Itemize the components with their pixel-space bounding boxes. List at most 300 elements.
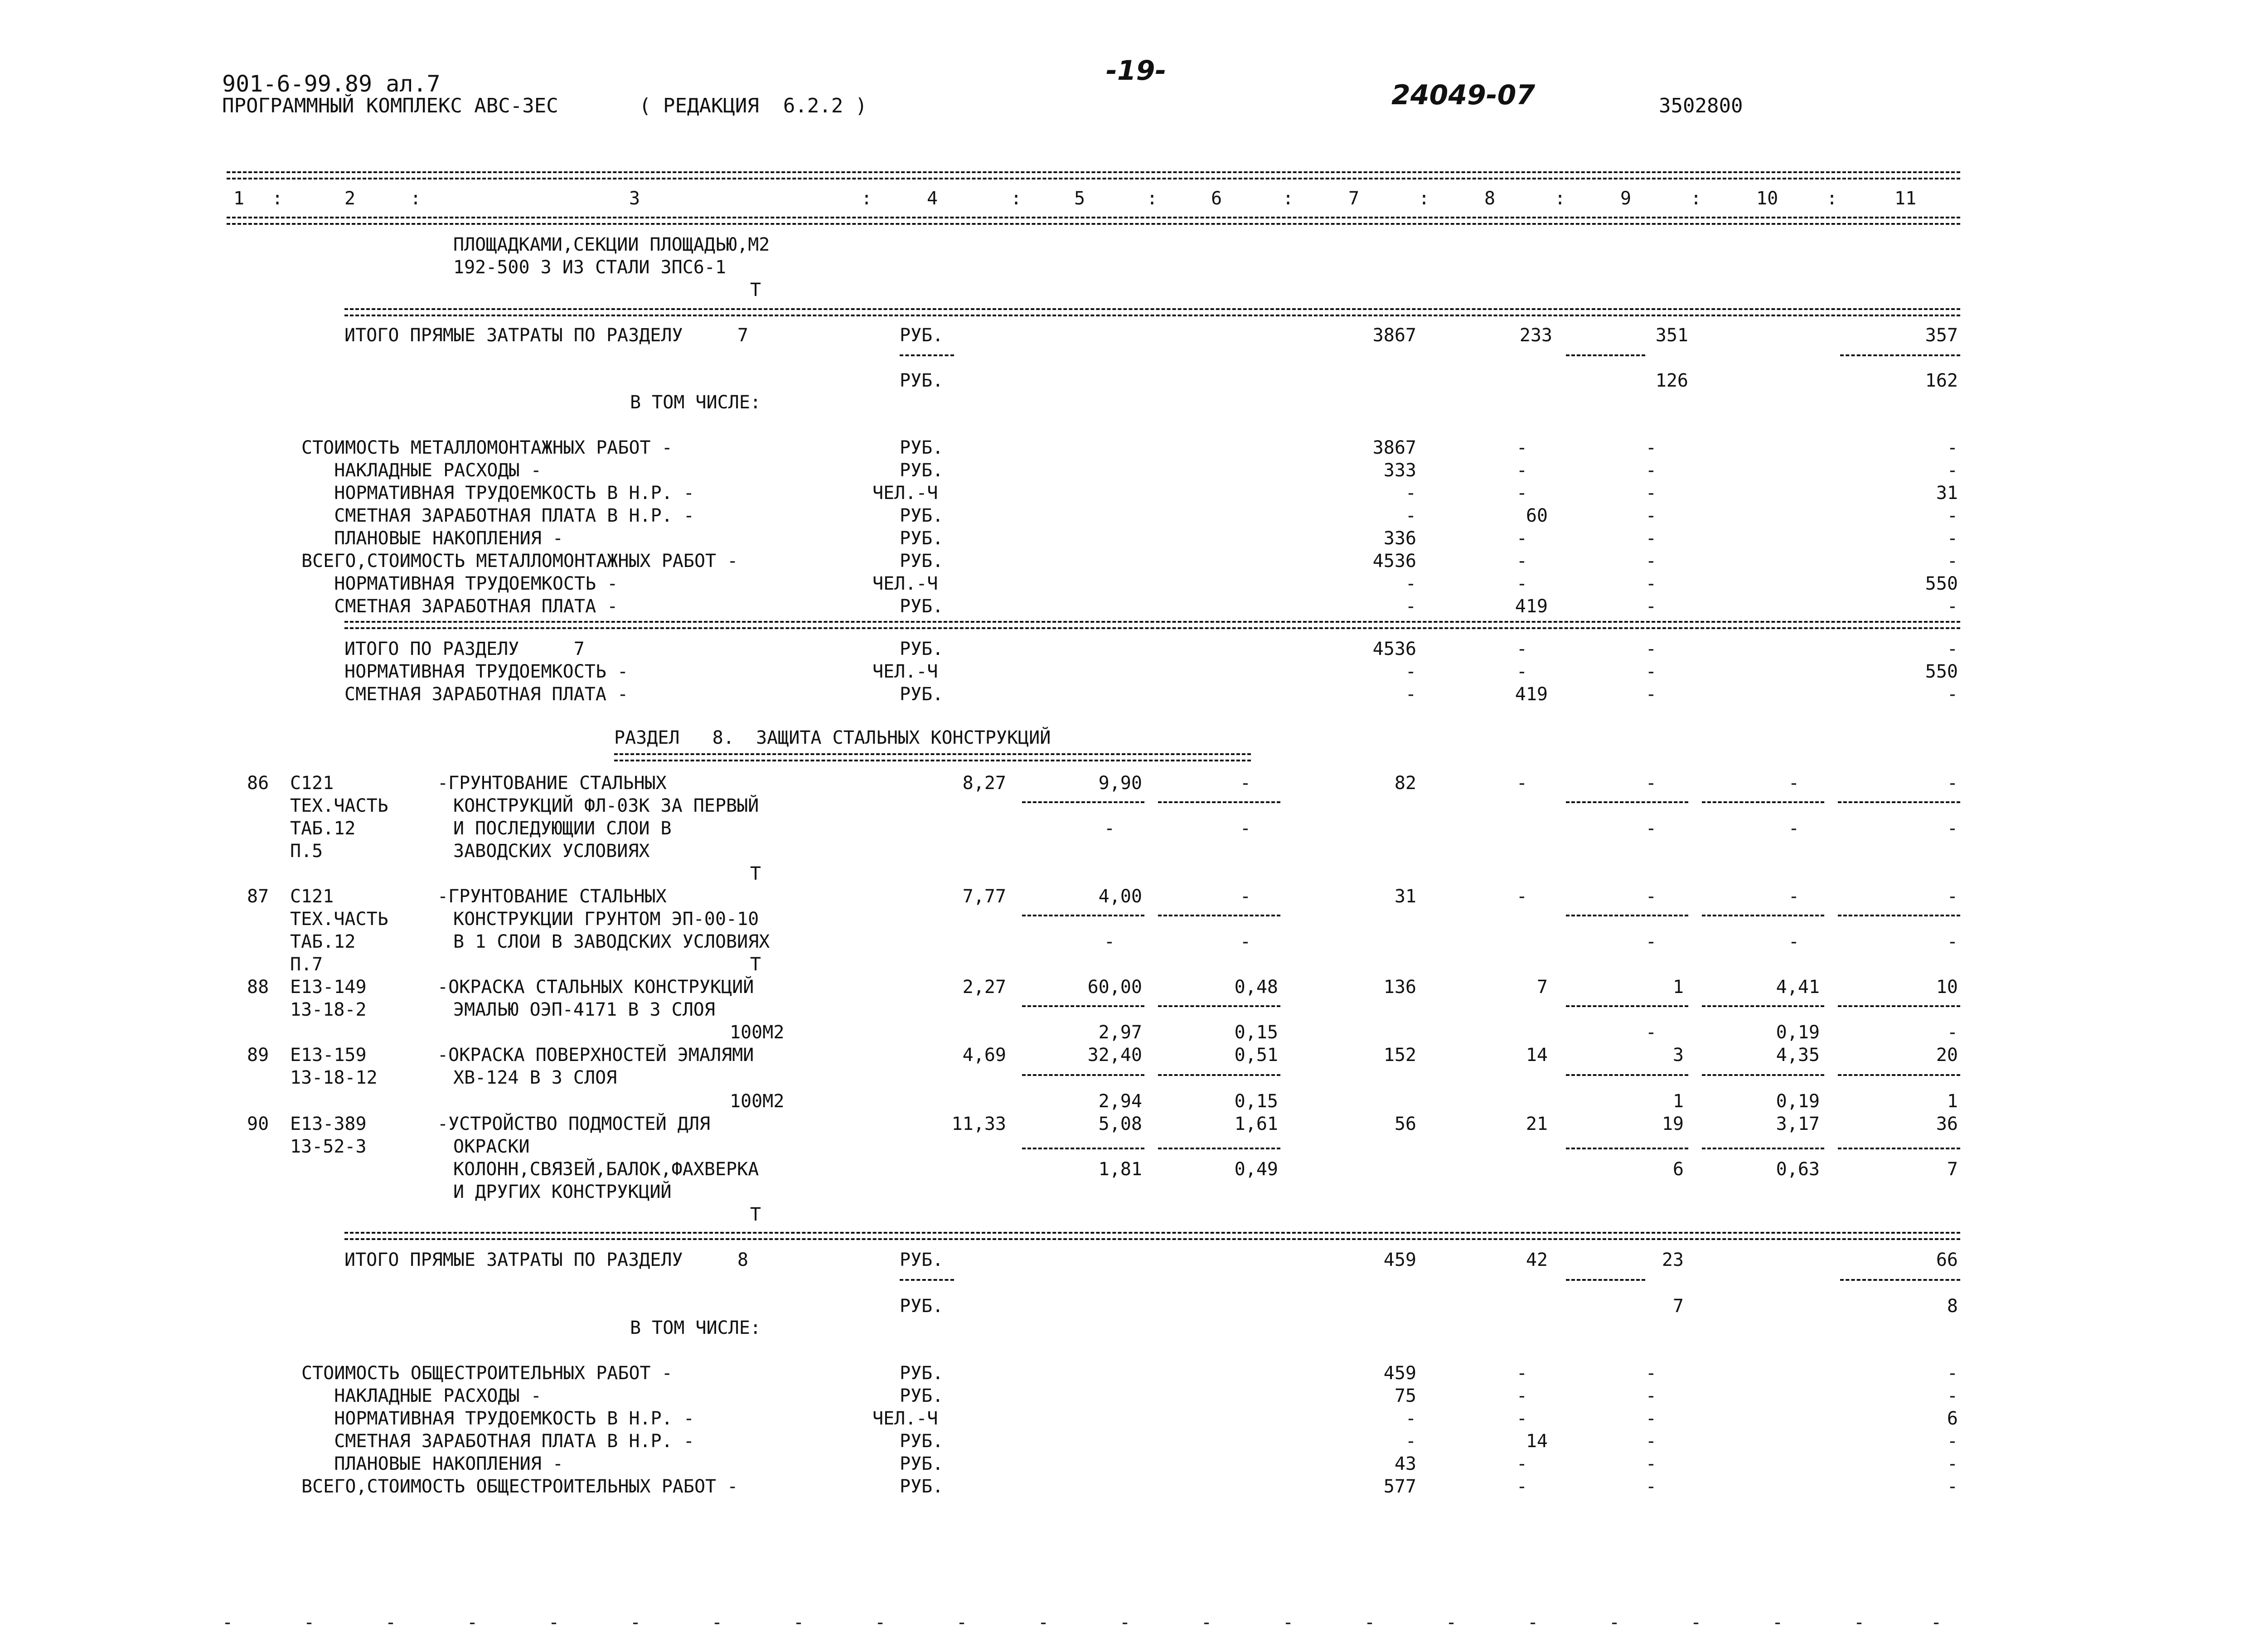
item-c10: -	[1788, 773, 1799, 794]
header-rule-top	[227, 171, 1960, 179]
s8-direct-rule	[344, 1232, 1960, 1240]
item-c9: 1	[1672, 977, 1684, 998]
s8b-c8: -	[1516, 1408, 1527, 1429]
item-rule	[1566, 915, 1688, 916]
item-desc: И ДРУГИХ КОНСТРУКЦИЙ	[453, 1182, 672, 1202]
item-desc: В 1 СЛОИ В ЗАВОДСКИХ УСЛОВИЯХ	[453, 931, 770, 952]
item-rule	[1566, 1005, 1688, 1007]
col-sep: :	[1419, 188, 1430, 209]
footer-mark: -	[304, 1612, 315, 1633]
item-desc: ОКРАСКИ	[453, 1136, 530, 1157]
s7-direct-c8: 233	[1519, 325, 1552, 346]
item-c9b: -	[1645, 818, 1657, 839]
item-ref: 13-52-3	[290, 1136, 367, 1157]
s8-direct-c9b: 7	[1672, 1296, 1684, 1317]
s7t-label: ИТОГО ПО РАЗДЕЛУ 7	[344, 639, 585, 659]
item-desc: -ГРУНТОВАНИЕ СТАЛЬНЫХ	[437, 773, 667, 794]
item-code: С121	[290, 886, 334, 907]
item-c5b: -	[1104, 931, 1115, 952]
s7-c11-rule	[1840, 354, 1960, 356]
s7t-c8: -	[1516, 639, 1527, 659]
s7b-c7: 3867	[1372, 437, 1416, 458]
item-desc: КОЛОНН,СВЯЗЕЙ,БАЛОК,ФАХВЕРКА	[453, 1159, 759, 1180]
s8b-c11: -	[1947, 1363, 1958, 1384]
item-ref: 13-18-12	[290, 1067, 378, 1088]
s7-direct-label: ИТОГО ПРЯМЫЕ ЗАТРАТЫ ПО РАЗДЕЛУ 7	[344, 325, 749, 346]
s8b-unit: РУБ.	[900, 1386, 944, 1406]
s7t-c7: 4536	[1372, 639, 1416, 659]
item-c5b: 2,94	[1098, 1091, 1142, 1112]
item-rule	[1838, 801, 1960, 803]
s7b-c7: -	[1405, 573, 1416, 594]
s7-direct-c7: 3867	[1372, 325, 1416, 346]
item-c9: 3	[1672, 1045, 1684, 1066]
s7t-unit: РУБ.	[900, 684, 944, 705]
item-unit: Т	[750, 863, 761, 884]
item-rule	[1022, 1074, 1144, 1076]
s8b-c7: 577	[1383, 1476, 1416, 1497]
s7b-c7: -	[1405, 505, 1416, 526]
s7b-unit: РУБ.	[900, 528, 944, 549]
item-c6: 0,48	[1234, 977, 1278, 998]
item-desc: ЭМАЛЬЮ ОЭП-4171 В 3 СЛОЯ	[453, 999, 715, 1020]
s7b-unit: ЧЕЛ.-Ч	[872, 573, 938, 594]
item-ref: ТЕХ.ЧАСТЬ	[290, 909, 388, 930]
s7b-c11: 31	[1936, 483, 1958, 504]
footer-mark: -	[1527, 1612, 1539, 1633]
s8b-c8: -	[1516, 1476, 1527, 1497]
s7b-c7: -	[1405, 483, 1416, 504]
item-ref: П.5	[290, 841, 323, 862]
item-c10: 4,41	[1776, 977, 1820, 998]
item-c5: 60,00	[1087, 977, 1142, 998]
footer-mark: -	[630, 1612, 641, 1633]
footer-mark: -	[875, 1612, 886, 1633]
footer-mark: -	[1283, 1612, 1294, 1633]
footer-mark: -	[1364, 1612, 1376, 1633]
s8-c11-rule	[1840, 1279, 1960, 1281]
item-rule	[1022, 801, 1144, 803]
s8b-c7: -	[1405, 1431, 1416, 1452]
s8-c9-rule	[1566, 1279, 1645, 1281]
item-c9b: 6	[1672, 1159, 1684, 1180]
col-3: 3	[629, 188, 640, 209]
s8-direct-label: ИТОГО ПРЯМЫЕ ЗАТРАТЫ ПО РАЗДЕЛУ 8	[344, 1250, 749, 1270]
col-11: 11	[1894, 188, 1917, 209]
s7b-c11: 550	[1925, 573, 1958, 594]
s8b-label: НАКЛАДНЫЕ РАСХОДЫ -	[301, 1386, 542, 1406]
item-code: Е13-389	[290, 1114, 367, 1134]
s7b-unit: ЧЕЛ.-Ч	[872, 483, 938, 504]
footer-mark: -	[1931, 1612, 1942, 1633]
s8b-label: ПЛАНОВЫЕ НАКОПЛЕНИЯ -	[301, 1453, 563, 1474]
footer-mark: -	[1446, 1612, 1457, 1633]
s7b-c9: -	[1645, 551, 1657, 572]
item-c6: 1,61	[1234, 1114, 1278, 1134]
item-num: 87	[247, 886, 269, 907]
section7-tail-line3: Т	[750, 280, 761, 300]
item-c7: 152	[1383, 1045, 1416, 1066]
item-c11b: 1	[1947, 1091, 1958, 1112]
item-rule	[1158, 1074, 1280, 1076]
s7b-unit: РУБ.	[900, 551, 944, 572]
item-ref: П.7	[290, 954, 323, 975]
s8-direct-unit2: РУБ.	[900, 1296, 944, 1317]
item-rule	[1702, 801, 1824, 803]
footer-mark: -	[1691, 1612, 1702, 1633]
section7-tail-line1: ПЛОЩАДКАМИ,СЕКЦИИ ПЛОЩАДЬЮ,М2	[453, 234, 770, 255]
item-rule	[1022, 1005, 1144, 1007]
col-1: 1	[233, 188, 245, 209]
item-c10b: -	[1788, 818, 1799, 839]
item-rule	[1158, 1148, 1280, 1149]
s7b-c7: -	[1405, 596, 1416, 617]
s8b-c11: -	[1947, 1453, 1958, 1474]
footer-mark: -	[467, 1612, 478, 1633]
s8b-c9: -	[1645, 1453, 1657, 1474]
page-number: -19-	[1106, 55, 1167, 87]
item-c11b: -	[1947, 1022, 1958, 1043]
item-unit: Т	[750, 954, 761, 975]
col-sep: :	[861, 188, 872, 209]
s7t-label: СМЕТНАЯ ЗАРАБОТНАЯ ПЛАТА -	[344, 684, 629, 705]
s8b-c8: -	[1516, 1453, 1527, 1474]
s7b-unit: РУБ.	[900, 460, 944, 481]
item-c11: 10	[1936, 977, 1958, 998]
item-c10b: 0,19	[1776, 1022, 1820, 1043]
program-name: ПРОГРАММНЫЙ КОМПЛЕКС АВС-3ЕС	[222, 94, 558, 117]
item-rule	[1158, 801, 1280, 803]
s7t-label: НОРМАТИВНАЯ ТРУДОЕМКОСТЬ -	[344, 661, 629, 682]
item-c8: -	[1516, 773, 1527, 794]
item-desc: И ПОСЛЕДУЮЩИИ СЛОИ В	[453, 818, 672, 839]
section8-title: РАЗДЕЛ 8. ЗАЩИТА СТАЛЬНЫХ КОНСТРУКЦИЙ	[614, 727, 1051, 748]
s7b-c8: 419	[1515, 596, 1548, 617]
handwritten-code: 24049-07	[1391, 79, 1536, 111]
item-c7: 31	[1394, 886, 1416, 907]
s8b-c11: -	[1947, 1431, 1958, 1452]
s7t-c11: -	[1947, 684, 1958, 705]
item-c11: -	[1947, 773, 1958, 794]
footer-mark: -	[956, 1612, 968, 1633]
s8b-c8: -	[1516, 1386, 1527, 1406]
col-10: 10	[1756, 188, 1778, 209]
s7t-c9: -	[1645, 684, 1657, 705]
s7t-c7: -	[1405, 661, 1416, 682]
s8b-c7: 75	[1394, 1386, 1416, 1406]
item-unit: 100М2	[730, 1022, 785, 1043]
item-rule	[1838, 1074, 1960, 1076]
item-rule	[1838, 1005, 1960, 1007]
item-c11: 36	[1936, 1114, 1958, 1134]
footer-mark: -	[793, 1612, 804, 1633]
item-desc: ХВ-124 В 3 СЛОЯ	[453, 1067, 617, 1088]
col-sep: :	[1691, 188, 1702, 209]
s7t-c11: 550	[1925, 661, 1958, 682]
item-desc: ЗАВОДСКИХ УСЛОВИЯХ	[453, 841, 650, 862]
s7b-c7: 333	[1383, 460, 1416, 481]
col-sep: :	[1011, 188, 1022, 209]
item-c10b: 0,63	[1776, 1159, 1820, 1180]
s7b-unit: РУБ.	[900, 596, 944, 617]
s7b-unit: РУБ.	[900, 437, 944, 458]
s7t-unit: ЧЕЛ.-Ч	[872, 661, 938, 682]
s7t-c11: -	[1947, 639, 1958, 659]
s7-c9-rule	[1566, 354, 1645, 356]
item-c11b: -	[1947, 818, 1958, 839]
item-c5: 9,90	[1098, 773, 1142, 794]
s7b-label: СТОИМОСТЬ МЕТАЛЛОМОНТАЖНЫХ РАБОТ -	[301, 437, 673, 458]
item-unit: 100М2	[730, 1091, 785, 1112]
item-c6: 0,51	[1234, 1045, 1278, 1066]
item-c6b: 0,49	[1234, 1159, 1278, 1180]
item-c5: 32,40	[1087, 1045, 1142, 1066]
s7-direct-c9: 351	[1655, 325, 1688, 346]
s7b-c8: -	[1516, 551, 1527, 572]
s7-direct-c11: 357	[1925, 325, 1958, 346]
col-9: 9	[1620, 188, 1632, 209]
s8b-c7: 43	[1394, 1453, 1416, 1474]
footer-mark: -	[385, 1612, 397, 1633]
item-rule	[1022, 1148, 1144, 1149]
footer-mark: -	[548, 1612, 560, 1633]
item-c9: 19	[1662, 1114, 1684, 1134]
item-desc: -ОКРАСКА СТАЛЬНЫХ КОНСТРУКЦИЙ	[437, 977, 754, 998]
item-rule	[1702, 1005, 1824, 1007]
s7b-label: ВСЕГО,СТОИМОСТЬ МЕТАЛЛОМОНТАЖНЫХ РАБОТ -	[301, 551, 738, 572]
item-c4: 8,27	[962, 773, 1006, 794]
item-num: 90	[247, 1114, 269, 1134]
item-desc: КОНСТРУКЦИЙ ФЛ-03К ЗА ПЕРВЫЙ	[453, 795, 759, 816]
footer-mark: -	[222, 1612, 233, 1633]
footer-mark: -	[1038, 1612, 1049, 1633]
item-c5: 5,08	[1098, 1114, 1142, 1134]
item-rule	[1838, 915, 1960, 916]
item-rule	[1566, 1148, 1688, 1149]
s8b-unit: РУБ.	[900, 1363, 944, 1384]
s8b-c7: 459	[1383, 1363, 1416, 1384]
s7b-c11: -	[1947, 596, 1958, 617]
s8b-unit: РУБ.	[900, 1453, 944, 1474]
item-desc: КОНСТРУКЦИИ ГРУНТОМ ЭП-00-10	[453, 909, 759, 930]
s8b-c8: 14	[1526, 1431, 1548, 1452]
item-c9: -	[1645, 773, 1657, 794]
col-5: 5	[1074, 188, 1085, 209]
item-c8: 14	[1526, 1045, 1548, 1066]
s7b-c11: -	[1947, 551, 1958, 572]
item-c4: 11,33	[951, 1114, 1006, 1134]
item-c6b: -	[1240, 931, 1251, 952]
s8b-label: ВСЕГО,СТОИМОСТЬ ОБЩЕСТРОИТЕЛЬНЫХ РАБОТ -	[301, 1476, 738, 1497]
item-rule	[1838, 1148, 1960, 1149]
s8b-c7: -	[1405, 1408, 1416, 1429]
s8-direct-c8: 42	[1526, 1250, 1548, 1270]
item-c5b: 2,97	[1098, 1022, 1142, 1043]
item-rule	[1702, 1074, 1824, 1076]
doc-code: 901-6-99.89 ал.7	[222, 71, 441, 97]
s7b-c7: 336	[1383, 528, 1416, 549]
item-desc: -ГРУНТОВАНИЕ СТАЛЬНЫХ	[437, 886, 667, 907]
s7b-c8: -	[1516, 528, 1527, 549]
s7t-unit: РУБ.	[900, 639, 944, 659]
item-rule	[1022, 915, 1144, 916]
item-rule	[1702, 915, 1824, 916]
s7-direct-c9b: 126	[1655, 370, 1688, 391]
s7-unit-rule	[900, 354, 954, 356]
item-c7: 56	[1394, 1114, 1416, 1134]
item-c9: -	[1645, 886, 1657, 907]
col-6: 6	[1211, 188, 1222, 209]
s7b-label: НОРМАТИВНАЯ ТРУДОЕМКОСТЬ В Н.Р. -	[301, 483, 694, 504]
s7b-label: СМЕТНАЯ ЗАРАБОТНАЯ ПЛАТА В Н.Р. -	[301, 505, 694, 526]
footer-mark: -	[1772, 1612, 1783, 1633]
item-c9b: -	[1645, 931, 1657, 952]
s7-direct-rule	[344, 308, 1960, 316]
item-ref: ТАБ.12	[290, 931, 356, 952]
item-c6b: 0,15	[1234, 1022, 1278, 1043]
s7t-c7: -	[1405, 684, 1416, 705]
s7t-c9: -	[1645, 661, 1657, 682]
item-num: 88	[247, 977, 269, 998]
item-rule	[1158, 1005, 1280, 1007]
item-c5: 4,00	[1098, 886, 1142, 907]
item-desc: -УСТРОЙСТВО ПОДМОСТЕЙ ДЛЯ	[437, 1114, 711, 1134]
s7b-c9: -	[1645, 573, 1657, 594]
s7t-c8: -	[1516, 661, 1527, 682]
item-c8: -	[1516, 886, 1527, 907]
item-ref: 13-18-2	[290, 999, 367, 1020]
item-rule	[1702, 1148, 1824, 1149]
s7b-label: НОРМАТИВНАЯ ТРУДОЕМКОСТЬ -	[301, 573, 618, 594]
s7b-c9: -	[1645, 596, 1657, 617]
footer-mark: -	[712, 1612, 723, 1633]
item-c11b: 7	[1947, 1159, 1958, 1180]
section8-title-underline	[614, 753, 1251, 761]
s7b-c8: -	[1516, 573, 1527, 594]
s7b-c8: -	[1516, 460, 1527, 481]
item-c10: 3,17	[1776, 1114, 1820, 1134]
item-c10: -	[1788, 886, 1799, 907]
item-c10b: -	[1788, 931, 1799, 952]
s7b-c8: -	[1516, 483, 1527, 504]
col-8: 8	[1484, 188, 1496, 209]
item-ref: ТЕХ.ЧАСТЬ	[290, 795, 388, 816]
s7b-unit: РУБ.	[900, 505, 944, 526]
col-sep: :	[410, 188, 422, 209]
item-c11: 20	[1936, 1045, 1958, 1066]
s7b-c11: -	[1947, 505, 1958, 526]
item-unit: Т	[750, 1204, 761, 1225]
item-c8: 21	[1526, 1114, 1548, 1134]
s8b-c9: -	[1645, 1386, 1657, 1406]
item-c6: -	[1240, 886, 1251, 907]
s7b-c11: -	[1947, 460, 1958, 481]
s7b-c9: -	[1645, 483, 1657, 504]
s8-direct-c11b: 8	[1947, 1296, 1958, 1317]
s8b-unit: ЧЕЛ.-Ч	[872, 1408, 938, 1429]
s7t-c8: 419	[1515, 684, 1548, 705]
document-number: 3502800	[1659, 94, 1743, 117]
section7-tail-line2: 192-500 3 ИЗ СТАЛИ 3ПС6-1	[453, 257, 727, 278]
col-2: 2	[344, 188, 356, 209]
s8b-c9: -	[1645, 1431, 1657, 1452]
col-7: 7	[1348, 188, 1360, 209]
s7b-c9: -	[1645, 437, 1657, 458]
s8-direct-c9: 23	[1662, 1250, 1684, 1270]
item-c8: 7	[1536, 977, 1548, 998]
s7b-c7: 4536	[1372, 551, 1416, 572]
s8-including: В ТОМ ЧИСЛЕ:	[630, 1318, 761, 1338]
s8b-c11: 6	[1947, 1408, 1958, 1429]
item-c11b: -	[1947, 931, 1958, 952]
item-code: Е13-159	[290, 1045, 367, 1066]
s8b-c9: -	[1645, 1363, 1657, 1384]
item-rule	[1566, 1074, 1688, 1076]
item-c5b: 1,81	[1098, 1159, 1142, 1180]
item-c9b: -	[1645, 1022, 1657, 1043]
s7b-label: НАКЛАДНЫЕ РАСХОДЫ -	[301, 460, 542, 481]
col-separators: :	[272, 188, 283, 209]
item-c11: -	[1947, 886, 1958, 907]
s8-unit-rule	[900, 1279, 954, 1281]
s8b-c9: -	[1645, 1476, 1657, 1497]
s8b-c8: -	[1516, 1363, 1527, 1384]
s8b-c11: -	[1947, 1386, 1958, 1406]
item-rule	[1158, 915, 1280, 916]
s7b-c9: -	[1645, 528, 1657, 549]
item-c6: -	[1240, 773, 1251, 794]
s7b-c8: -	[1516, 437, 1527, 458]
s7-including: В ТОМ ЧИСЛЕ:	[630, 392, 761, 413]
item-c9b: 1	[1672, 1091, 1684, 1112]
item-code: С121	[290, 773, 334, 794]
item-ref: ТАБ.12	[290, 818, 356, 839]
s8b-c11: -	[1947, 1476, 1958, 1497]
s7b-c9: -	[1645, 505, 1657, 526]
col-sep: :	[1283, 188, 1294, 209]
s7b-c11: -	[1947, 528, 1958, 549]
s8-direct-c11: 66	[1936, 1250, 1958, 1270]
s8b-unit: РУБ.	[900, 1476, 944, 1497]
s7-direct-unit: РУБ.	[900, 325, 944, 346]
col-sep: :	[1827, 188, 1838, 209]
s7-total-rule	[344, 621, 1960, 629]
s8b-label: СМЕТНАЯ ЗАРАБОТНАЯ ПЛАТА В Н.Р. -	[301, 1431, 694, 1452]
s8-direct-unit: РУБ.	[900, 1250, 944, 1270]
col-sep: :	[1555, 188, 1566, 209]
footer-mark: -	[1119, 1612, 1131, 1633]
s7t-c9: -	[1645, 639, 1657, 659]
item-rule	[1566, 801, 1688, 803]
item-c4: 4,69	[962, 1045, 1006, 1066]
s8b-unit: РУБ.	[900, 1431, 944, 1452]
s8b-label: СТОИМОСТЬ ОБЩЕСТРОИТЕЛЬНЫХ РАБОТ -	[301, 1363, 673, 1384]
s7b-c8: 60	[1526, 505, 1548, 526]
item-c4: 2,27	[962, 977, 1006, 998]
footer-mark: -	[1201, 1612, 1212, 1633]
item-num: 89	[247, 1045, 269, 1066]
item-c10: 4,35	[1776, 1045, 1820, 1066]
s7b-label: СМЕТНАЯ ЗАРАБОТНАЯ ПЛАТА -	[301, 596, 618, 617]
item-code: Е13-149	[290, 977, 367, 998]
s7b-label: ПЛАНОВЫЕ НАКОПЛЕНИЯ -	[301, 528, 563, 549]
s7b-c9: -	[1645, 460, 1657, 481]
footer-mark: -	[1854, 1612, 1865, 1633]
col-sep: :	[1147, 188, 1158, 209]
item-c4: 7,77	[962, 886, 1006, 907]
item-c10b: 0,19	[1776, 1091, 1820, 1112]
item-c5b: -	[1104, 818, 1115, 839]
